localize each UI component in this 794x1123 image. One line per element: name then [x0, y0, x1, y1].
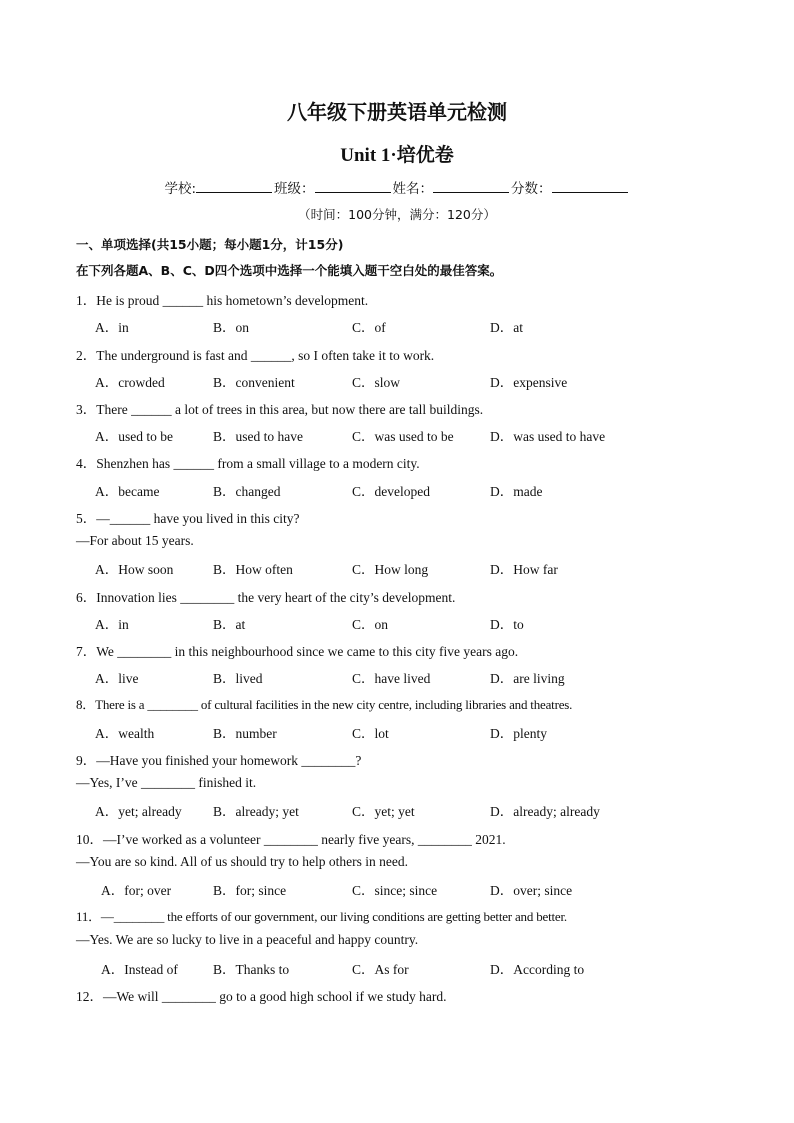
option-d[interactable]: D．at: [490, 320, 523, 335]
question-10-reply: —You are so kind. All of us should try to help others in need.: [76, 854, 408, 869]
score-blank[interactable]: [552, 178, 628, 193]
option-d[interactable]: D．plenty: [490, 726, 547, 741]
option-a[interactable]: A．Instead of: [101, 962, 178, 977]
option-b[interactable]: B．number: [213, 726, 277, 741]
school-blank[interactable]: [196, 178, 272, 193]
option-d[interactable]: D．already; already: [490, 804, 600, 819]
time-info: （时间：100分钟，满分：120分）: [298, 207, 496, 222]
class-label: 班级：: [274, 181, 315, 197]
question-8: 8．There is a ________ of cultural facilities in the new city centre, including libraries and theatres.: [76, 697, 573, 712]
question-6: 6．Innovation lies ________ the very heart of the city’s development.: [76, 590, 456, 605]
option-b[interactable]: B．Thanks to: [213, 962, 290, 977]
exam-subtitle: Unit 1·培优卷: [340, 145, 454, 166]
option-c[interactable]: C．of: [352, 320, 386, 335]
question-9-reply: —Yes, I’ve ________ finished it.: [76, 775, 257, 790]
options-9: [0, 800, 794, 818]
question-9: 9．—Have you finished your homework ________?: [76, 753, 362, 768]
question-5: 5．—______ have you lived in this city?: [76, 511, 300, 526]
question-1: 1．He is proud ______ his hometown’s development.: [76, 293, 369, 308]
name-label: 姓名：: [392, 181, 434, 197]
option-c[interactable]: C．was used to be: [352, 429, 454, 444]
option-a[interactable]: A．How soon: [95, 562, 174, 577]
question-11: 11．—________ the efforts of our government, our living conditions are getting better and better.: [76, 909, 567, 924]
options-2: [0, 371, 794, 389]
option-d[interactable]: D．to: [490, 617, 524, 632]
option-b[interactable]: B．for; since: [213, 883, 287, 898]
option-d[interactable]: D．According to: [490, 962, 585, 977]
option-c[interactable]: C．lot: [352, 726, 389, 741]
option-a[interactable]: A．for; over: [101, 883, 172, 898]
option-c[interactable]: C．yet; yet: [352, 804, 415, 819]
options-3: [0, 425, 794, 443]
option-b[interactable]: B．already; yet: [213, 804, 299, 819]
option-c[interactable]: C．As for: [352, 962, 409, 977]
score-label: 分数：: [511, 181, 552, 197]
student-info-row: [0, 177, 794, 197]
option-b[interactable]: B．lived: [213, 671, 263, 686]
option-d[interactable]: D．made: [490, 484, 543, 499]
option-d[interactable]: D．are living: [490, 671, 565, 686]
option-b[interactable]: B．convenient: [213, 375, 295, 390]
option-b[interactable]: B．How often: [213, 562, 293, 577]
options-10: [0, 879, 794, 897]
question-3: 3．There ______ a lot of trees in this area, but now there are tall buildings.: [76, 402, 484, 417]
option-b[interactable]: B．on: [213, 320, 250, 335]
option-c[interactable]: C．developed: [352, 484, 430, 499]
school-label: 学校:: [164, 181, 197, 197]
options-8: [0, 722, 794, 740]
option-b[interactable]: B．at: [213, 617, 246, 632]
class-blank[interactable]: [315, 178, 391, 193]
option-b[interactable]: B．changed: [213, 484, 281, 499]
option-d[interactable]: D．expensive: [490, 375, 568, 390]
option-d[interactable]: D．over; since: [490, 883, 573, 898]
option-c[interactable]: C．slow: [352, 375, 401, 390]
option-c[interactable]: C．on: [352, 617, 389, 632]
question-5-reply: —For about 15 years.: [76, 533, 194, 548]
name-blank[interactable]: [433, 178, 509, 193]
options-11: [0, 958, 794, 976]
options-7: [0, 667, 794, 685]
question-10: 10．—I’ve worked as a volunteer ________ nearly five years, ________ 2021.: [76, 832, 506, 847]
question-7: 7．We ________ in this neighbourhood since we came to this city five years ago.: [76, 644, 519, 659]
options-4: [0, 480, 794, 498]
options-1: [0, 316, 794, 334]
question-2: 2．The underground is fast and ______, so I often take it to work.: [76, 348, 435, 363]
exam-title: 八年级下册英语单元检测: [287, 100, 507, 124]
question-4: 4．Shenzhen has ______ from a small village to a modern city.: [76, 456, 420, 471]
option-a[interactable]: A．yet; already: [95, 804, 182, 819]
section-heading: 一、单项选择(共15小题；每小题1分，计15分): [76, 237, 344, 252]
option-a[interactable]: A．in: [95, 320, 129, 335]
question-12: 12．—We will ________ go to a good high school if we study hard.: [76, 989, 447, 1004]
option-b[interactable]: B．used to have: [213, 429, 303, 444]
option-a[interactable]: A．became: [95, 484, 160, 499]
option-c[interactable]: C．since; since: [352, 883, 438, 898]
option-a[interactable]: A．live: [95, 671, 139, 686]
option-c[interactable]: C．have lived: [352, 671, 431, 686]
options-5: [0, 558, 794, 576]
section-instruction: 在下列各题A、B、C、D四个选项中选择一个能填入题干空白处的最佳答案。: [76, 263, 503, 278]
option-a[interactable]: A．wealth: [95, 726, 155, 741]
option-a[interactable]: A．crowded: [95, 375, 165, 390]
option-a[interactable]: A．used to be: [95, 429, 173, 444]
options-6: [0, 613, 794, 631]
option-c[interactable]: C．How long: [352, 562, 429, 577]
question-11-reply: —Yes. We are so lucky to live in a peaceful and happy country.: [76, 932, 419, 947]
option-d[interactable]: D．was used to have: [490, 429, 606, 444]
option-d[interactable]: D．How far: [490, 562, 558, 577]
option-a[interactable]: A．in: [95, 617, 129, 632]
